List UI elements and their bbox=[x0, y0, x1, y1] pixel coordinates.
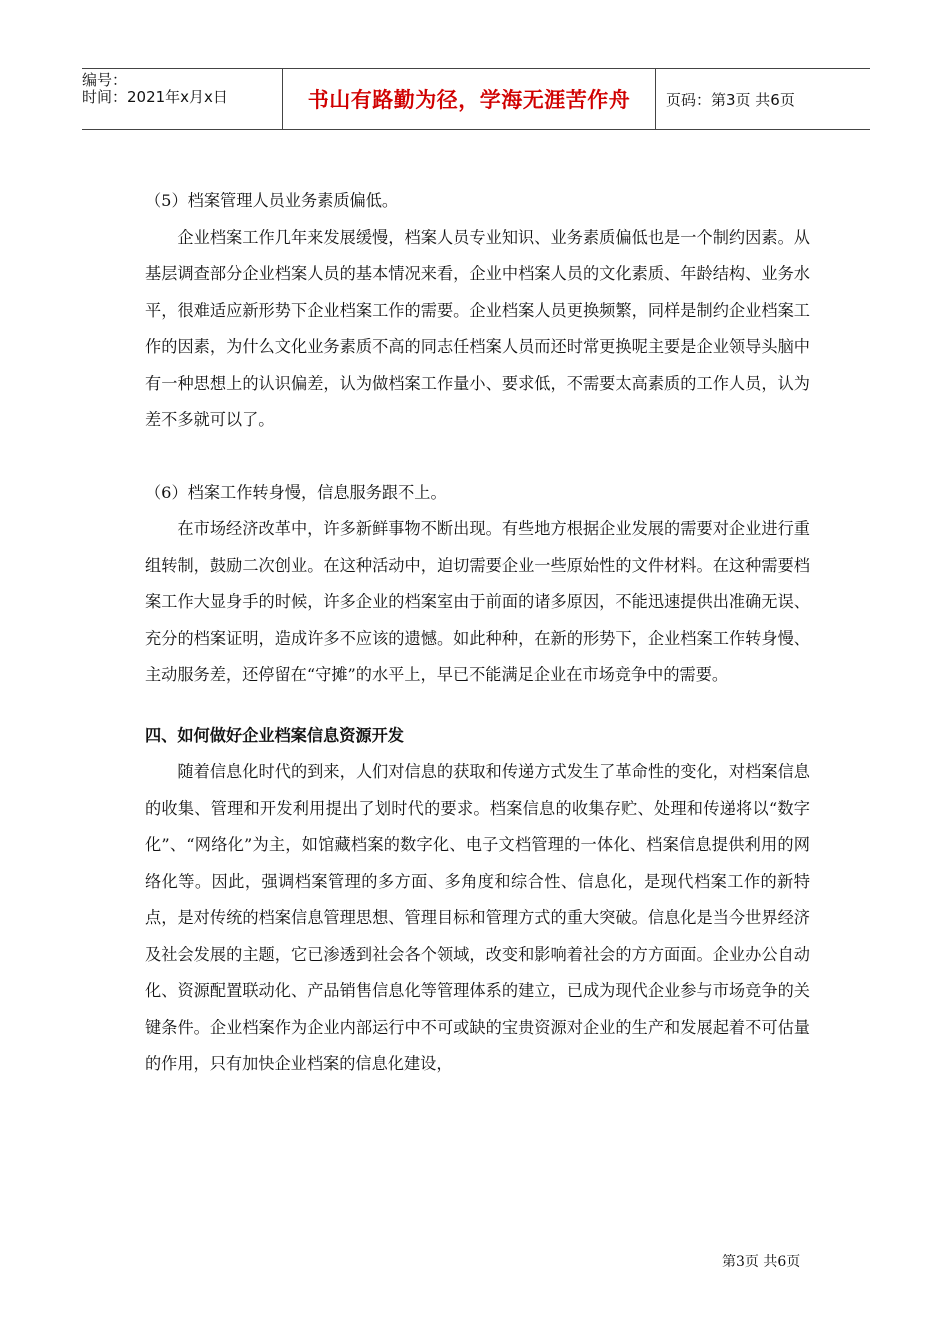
item-6-paragraph: 在市场经济改革中，许多新鲜事物不断出现。有些地方根据企业发展的需要对企业进行重组转制，鼓励二次创业。在这种活动中，迫切需要企业一些原始性的文件材料。在这种需要档案工作大显身手的时候，许多企业的档案室由于前面的诸多原因，不能迅速提供出准确无误、充分的档案证明，造成许多不应该的遗憾。如此种种，在新的形势下，企业档案工作转身慢、主动服务差，还停留在“守摊”的水平上，早已不能满足企业在市场竞争中的需要。 bbox=[145, 519, 810, 684]
section-4-heading: 四、如何做好企业档案信息资源开发 bbox=[145, 725, 404, 745]
header-meta bbox=[82, 69, 282, 129]
body-content bbox=[145, 183, 810, 1083]
spacer bbox=[145, 439, 810, 475]
item-6-heading: （6）档案工作转身慢，信息服务跟不上。 bbox=[145, 482, 447, 502]
item-5-paragraph: 企业档案工作几年来发展缓慢，档案人员专业知识、业务素质偏低也是一个制约因素。从基层调查部分企业档案人员的基本情况来看，企业中档案人员的文化素质、年龄结构、业务水平，很难适应新形势下企业档案工作的需要。企业档案人员更换频繁，同样是制约企业档案工作的因素，为什么文化业务素质不高的同志任档案人员而还时常更换呢主要是企业领导头脑中有一种思想上的认识偏差，认为做档案工作量小、要求低，不需要太高素质的工作人员，认为差不多就可以了。 bbox=[145, 227, 810, 429]
page-footer: 第3页 共6页 bbox=[722, 1254, 801, 1270]
section-4-paragraph: 随着信息化时代的到来，人们对信息的获取和传递方式发生了革命性的变化，对档案信息的收集、管理和开发利用提出了划时代的要求。档案信息的收集存贮、处理和传递将以“数字化”、“网络化”为主，如馆藏档案的数字化、电子文档管理的一体化、档案信息提供利用的网络化等。因此，强调档案管理的多方面、多角度和综合性、信息化，是现代档案工作的新特点，是对传统的档案信息管理思想、管理目标和管理方式的重大突破。信息化是当今世界经济及社会发展的主题，它已渗透到社会各个领域，改变和影响着社会的方方面面。企业办公自动化、资源配置联动化、产品销售信息化等管理体系的建立，已成为现代企业参与市场竞争的关键条件。企业档案作为企业内部运行中不可或缺的宝贵资源对企业的生产和发展起着不可估量的作用，只有加快企业档案的信息化建设， bbox=[145, 762, 810, 1073]
document-date: 时间：2021年x月x日 bbox=[82, 88, 228, 106]
item-5-heading: （5）档案管理人员业务素质偏低。 bbox=[145, 191, 399, 210]
header-table bbox=[82, 68, 870, 130]
header-page-info: 页码：第3页 共6页 bbox=[666, 90, 795, 109]
document-number-label: 编号： bbox=[82, 71, 128, 89]
header-motto: 书山有路勤为径，学海无涯苦作舟 bbox=[282, 69, 656, 129]
spacer bbox=[145, 694, 810, 718]
